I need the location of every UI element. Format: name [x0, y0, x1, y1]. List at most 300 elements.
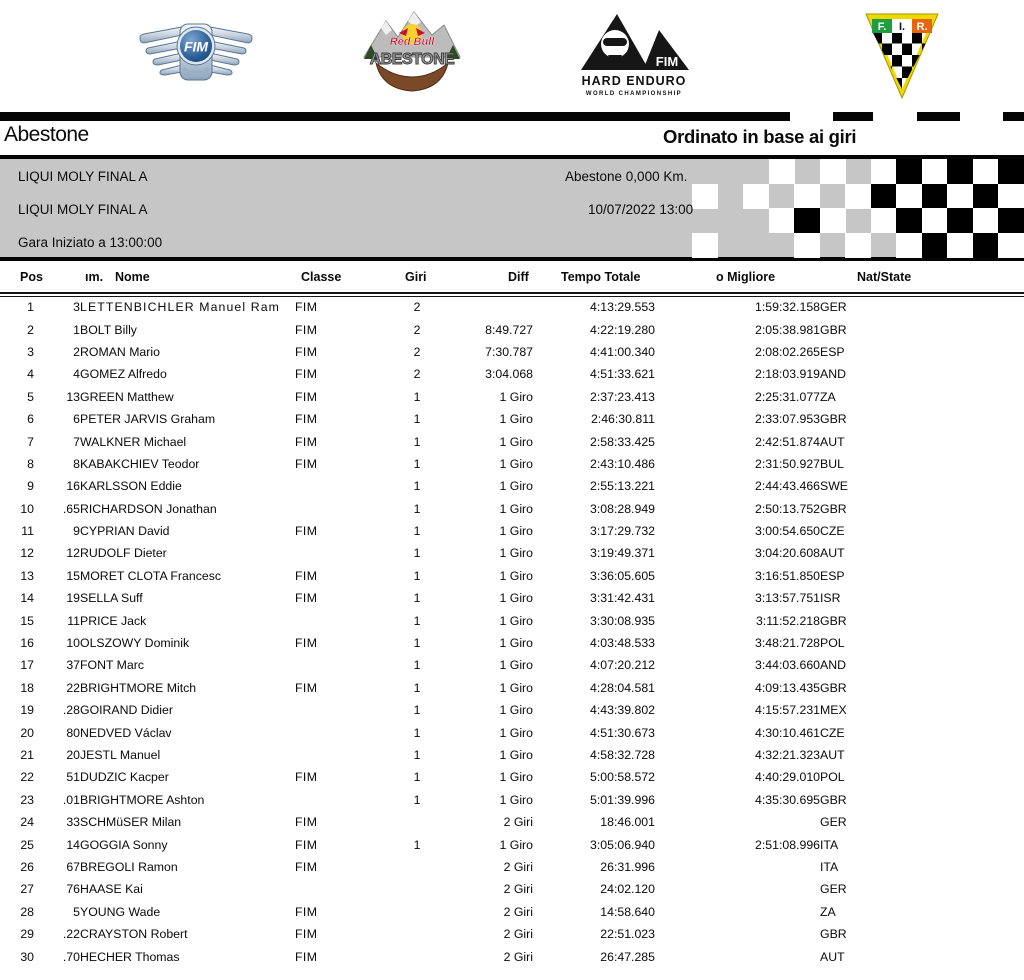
cell-total: 2:43:10.486 — [590, 456, 655, 471]
checker-cell — [794, 208, 820, 233]
cell-best: 3:16:51.850 — [755, 568, 820, 583]
cell-total: 4:51:30.673 — [590, 725, 655, 740]
cell-total: 5:00:58.572 — [590, 770, 655, 785]
cell-diff: 2 Giri — [503, 949, 533, 964]
cell-diff: 1 Giro — [499, 636, 533, 651]
cell-nat: POL — [820, 636, 845, 651]
cell-diff: 2 Giri — [503, 904, 533, 919]
header-classe: Classe — [301, 270, 342, 284]
cell-giri: 1 — [413, 389, 421, 404]
cell-pos: 30 — [20, 949, 34, 964]
cell-cls: FIM — [295, 591, 318, 606]
cell-best: 2:08:02.265 — [755, 344, 820, 359]
cell-best — [655, 945, 820, 967]
cell-num: 13 — [66, 389, 80, 404]
cell-diff: 1 Giro — [499, 434, 533, 449]
cell-diff: 8:49.727 — [485, 322, 533, 337]
cell-best: 3:48:21.728 — [755, 636, 820, 651]
cell-nat: GBR — [820, 501, 847, 516]
cell-best: 4:09:13.435 — [755, 680, 820, 695]
cell-giri: 2 — [413, 300, 421, 315]
cell-pos: 9 — [27, 479, 34, 494]
fim-logo-text: FIM — [183, 38, 209, 55]
checker-cell — [820, 208, 846, 233]
cell-best: 2:42:51.874 — [755, 434, 820, 449]
cell-best: 3:13:57.751 — [755, 591, 820, 606]
cell-giri: 1 — [413, 680, 421, 695]
checker-cell — [896, 184, 922, 209]
cell-diff: 1 Giro — [499, 591, 533, 606]
cell-diff: 1 Giro — [499, 501, 533, 516]
table-row — [0, 408, 1024, 430]
cell-diff: 1 Giro — [499, 524, 533, 539]
cell-diff: 1 Giro — [499, 479, 533, 494]
cell-pos: 1 — [27, 300, 34, 315]
cell-pos: 3 — [27, 344, 34, 359]
cell-total: 18:46.001 — [600, 815, 655, 830]
table-row — [0, 654, 1024, 676]
table-row — [0, 609, 1024, 631]
cell-diff: 1 Giro — [499, 546, 533, 561]
cell-cls — [295, 744, 390, 766]
cell-pos: 20 — [20, 725, 34, 740]
cell-giri — [390, 945, 444, 967]
cell-total: 3:36:05.605 — [590, 568, 655, 583]
cell-cls: FIM — [295, 770, 318, 785]
cell-pos: 26 — [20, 859, 34, 874]
cell-giri: 1 — [413, 456, 421, 471]
cell-cls: FIM — [295, 904, 318, 919]
cell-num: 8 — [73, 456, 80, 471]
cell-pos: 10 — [20, 501, 34, 516]
cell-best: 3:11:52.218 — [755, 613, 820, 628]
table-row — [0, 721, 1024, 743]
cell-pos: 14 — [20, 591, 34, 606]
table-row — [0, 766, 1024, 788]
cell-nat: AND — [820, 658, 846, 673]
cell-name: BOLT Billy — [80, 322, 137, 337]
cell-total: 4:51:33.621 — [590, 367, 655, 382]
cell-best: 2:31:50.927 — [755, 456, 820, 471]
cell-name: GOIRAND Didier — [80, 703, 173, 718]
cell-giri — [390, 856, 444, 878]
checker-cell — [769, 159, 795, 184]
cell-giri: 1 — [413, 725, 421, 740]
cell-best: 4:35:30.695 — [755, 792, 820, 807]
checker-cell — [820, 159, 846, 184]
cell-giri: 2 — [413, 322, 421, 337]
cell-num: 5 — [73, 904, 80, 919]
cell-num: 7 — [73, 434, 80, 449]
cell-giri: 1 — [413, 636, 421, 651]
checker-cell — [998, 208, 1024, 233]
cell-num: 9 — [73, 524, 80, 539]
cell-total: 2:37:23.413 — [590, 389, 655, 404]
cell-name: LETTENBICHLER Manuel Ram — [80, 300, 280, 315]
cell-name: SELLA Suff — [80, 591, 143, 606]
cell-giri: 1 — [413, 837, 421, 852]
cell-best: 1:59:32.158 — [755, 300, 820, 315]
track-length: Abestone 0,000 Km. — [565, 169, 688, 184]
checker-cell — [743, 184, 769, 209]
cell-cls — [295, 789, 390, 811]
cell-best: 3:04:20.608 — [755, 546, 820, 561]
cell-diff: 1 Giro — [499, 456, 533, 471]
cell-total: 26:31.996 — [600, 859, 655, 874]
cell-name: PETER JARVIS Graham — [80, 412, 216, 427]
cell-name: NEDVED Václav — [80, 725, 172, 740]
cell-pos: 12 — [20, 546, 34, 561]
cell-cls: FIM — [295, 636, 318, 651]
cell-giri: 1 — [413, 568, 421, 583]
table-row — [0, 632, 1024, 654]
cell-nat: AUT — [820, 434, 845, 449]
cell-diff: 1 Giro — [499, 792, 533, 807]
table-row — [0, 856, 1024, 878]
header-pos: Pos — [20, 270, 43, 284]
cell-name: DUDZIC Kacper — [80, 770, 169, 785]
checker-cell — [998, 184, 1024, 209]
checker-flag — [692, 159, 1024, 257]
cell-name: GREEN Matthew — [80, 389, 174, 404]
cell-best: 4:15:57.231 — [755, 703, 820, 718]
cell-cls: FIM — [295, 344, 318, 359]
table-row — [0, 587, 1024, 609]
cell-name: CRAYSTON Robert — [80, 927, 188, 942]
checker-cell — [922, 233, 948, 258]
checker-cell — [871, 184, 897, 209]
cell-diff: 1 Giro — [499, 680, 533, 695]
table-row — [0, 744, 1024, 766]
fir-pennant-logo — [864, 5, 940, 105]
cell-total: 24:02.120 — [600, 882, 655, 897]
cell-cls: FIM — [295, 434, 318, 449]
cell-total: 4:03:48.533 — [590, 636, 655, 651]
cell-name: HECHER Thomas — [80, 949, 180, 964]
cell-best: 2:25:31.077 — [755, 389, 820, 404]
table-row — [0, 542, 1024, 564]
cell-num: 4 — [73, 367, 80, 382]
cell-nat: AUT — [820, 546, 845, 561]
cell-best — [655, 856, 820, 878]
table-row — [0, 699, 1024, 721]
header-num: ım. — [85, 270, 104, 284]
cell-giri: 1 — [413, 703, 421, 718]
cell-best: 2:18:03.919 — [755, 367, 820, 382]
hard-enduro-mountain-icon — [577, 8, 692, 103]
cell-nat: ESP — [820, 344, 845, 359]
cell-num: 12 — [66, 546, 80, 561]
cell-name: ROMAN Mario — [80, 344, 160, 359]
redbull-logo-text: Red Bull — [389, 36, 435, 48]
cell-total: 3:31:42.431 — [590, 591, 655, 606]
cell-total: 2:58:33.425 — [590, 434, 655, 449]
table-row — [0, 878, 1024, 900]
cell-num: .01 — [62, 792, 80, 807]
cell-num: 67 — [66, 859, 80, 874]
cell-nat: CZE — [820, 725, 845, 740]
table-row — [0, 901, 1024, 923]
cell-giri: 1 — [413, 770, 421, 785]
cell-name: SCHMüSER Milan — [80, 815, 182, 830]
cell-pos: 19 — [20, 703, 34, 718]
table-row — [0, 475, 1024, 497]
rule-checker-gap — [790, 112, 833, 121]
fim-logo — [136, 16, 256, 95]
checker-cell — [973, 184, 999, 209]
cell-name: MORET CLOTA Francesc — [80, 568, 221, 583]
cell-cls — [295, 542, 390, 564]
cell-nat: ISR — [820, 591, 841, 606]
cell-total: 4:28:04.581 — [590, 680, 655, 695]
cell-nat: GBR — [820, 322, 847, 337]
cell-diff: 1 Giro — [499, 703, 533, 718]
cell-name: FONT Marc — [80, 658, 144, 673]
cell-diff: 2 Giri — [503, 859, 533, 874]
checker-cell — [896, 159, 922, 184]
results-table — [0, 296, 1024, 968]
checker-cell — [896, 233, 922, 258]
table-row — [0, 453, 1024, 475]
cell-nat: GBR — [820, 613, 847, 628]
cell-nat: AUT — [820, 748, 845, 762]
table-row — [0, 296, 1024, 318]
cell-nat: ZA — [820, 904, 836, 919]
cell-num: .70 — [62, 949, 80, 964]
cell-total: 4:41:00.340 — [590, 344, 655, 359]
cell-pos: 27 — [20, 882, 34, 897]
fir-letter-f: F. — [877, 21, 887, 33]
cell-name: PRICE Jack — [80, 613, 147, 628]
checker-cell — [998, 159, 1024, 184]
cell-name: JESTL Manuel — [80, 748, 161, 762]
cell-cls — [295, 878, 390, 900]
cell-best: 3:00:54.650 — [755, 524, 820, 539]
table-row — [0, 945, 1024, 967]
cell-diff: 2 Giri — [503, 882, 533, 897]
table-row — [0, 498, 1024, 520]
cell-nat: GBR — [820, 792, 847, 807]
cell-nat: GER — [820, 815, 847, 830]
cell-pos: 18 — [20, 680, 34, 695]
checker-cell — [947, 208, 973, 233]
cell-num: 16 — [66, 479, 80, 494]
cell-cls: FIM — [295, 949, 318, 964]
cell-num: 1 — [73, 322, 80, 337]
mountain-icon — [356, 5, 468, 105]
table-row — [0, 677, 1024, 699]
cell-name: RICHARDSON Jonathan — [80, 501, 217, 516]
cell-pos: 6 — [27, 412, 34, 427]
cell-cls — [295, 699, 390, 721]
session-name-2: LIQUI MOLY FINAL A — [18, 202, 148, 217]
cell-total: 2:55:13.221 — [590, 479, 655, 494]
cell-total: 2:46:30.811 — [590, 412, 655, 427]
cell-cls — [295, 721, 390, 743]
cell-pos: 25 — [20, 837, 34, 852]
cell-total: 4:58:32.728 — [590, 748, 655, 762]
cell-diff: 2 Giri — [503, 815, 533, 830]
session-info-box — [0, 155, 1024, 261]
cell-pos: 28 — [20, 904, 34, 919]
checker-cell — [947, 159, 973, 184]
title-rule — [0, 112, 1024, 121]
cell-cls — [295, 654, 390, 676]
cell-cls: FIM — [295, 300, 318, 315]
table-row — [0, 833, 1024, 855]
table-row — [0, 430, 1024, 452]
cell-nat: ZA — [820, 389, 836, 404]
cell-diff: 1 Giro — [499, 725, 533, 740]
cell-num: .28 — [62, 703, 80, 718]
cell-num: .22 — [62, 927, 80, 942]
cell-pos: 5 — [27, 389, 34, 404]
cell-name: GOGGIA Sonny — [80, 837, 168, 852]
cell-giri: 2 — [413, 367, 421, 382]
cell-best: 3:44:03.660 — [755, 658, 820, 673]
cell-num: 51 — [66, 770, 80, 785]
event-title: Abestone — [4, 123, 89, 146]
cell-nat: BUL — [820, 456, 844, 471]
sort-order-title: Ordinato in base ai giri — [663, 126, 857, 147]
cell-nat: AND — [820, 367, 846, 382]
cell-giri: 1 — [413, 613, 421, 628]
cell-pos: 17 — [20, 658, 34, 673]
header-giri: Giri — [405, 270, 427, 284]
checker-cell — [871, 159, 897, 184]
cell-cls: FIM — [295, 524, 318, 539]
cell-num: 2 — [73, 344, 80, 359]
cell-pos: 29 — [20, 927, 34, 942]
cell-total: 3:17:29.732 — [590, 524, 655, 539]
checker-cell — [794, 184, 820, 209]
cell-best — [655, 811, 820, 833]
cell-pos: 15 — [20, 613, 34, 628]
cell-pos: 23 — [20, 792, 34, 807]
cell-cls: FIM — [295, 456, 318, 471]
cell-name: HAASE Kai — [80, 882, 143, 897]
cell-total: 3:30:08.935 — [590, 613, 655, 628]
cell-pos: 11 — [21, 524, 34, 539]
checker-cell — [896, 208, 922, 233]
cell-cls: FIM — [295, 322, 318, 337]
checker-cell — [692, 233, 718, 258]
hard-enduro-logo — [577, 8, 692, 108]
cell-num: 37 — [66, 658, 80, 673]
checker-cell — [692, 184, 718, 209]
cell-diff: 1 Giro — [499, 770, 533, 785]
cell-name: GOMEZ Alfredo — [80, 367, 167, 382]
table-row — [0, 789, 1024, 811]
cell-pos: 13 — [20, 568, 34, 583]
cell-cls: FIM — [295, 412, 318, 427]
cell-num: 6 — [73, 412, 80, 427]
cell-num: 33 — [66, 815, 80, 830]
cell-num: 19 — [66, 591, 80, 606]
cell-pos: 7 — [27, 434, 34, 449]
cell-diff: 1 Giro — [499, 658, 533, 673]
cell-pos: 22 — [20, 770, 34, 785]
cell-best: 2:44:43.466 — [755, 479, 820, 494]
checker-cell — [871, 208, 897, 233]
cell-nat: CZE — [820, 524, 845, 539]
cell-name: KARLSSON Eddie — [80, 479, 182, 494]
cell-diff: 1 Giro — [499, 389, 533, 404]
cell-name: KABAKCHIEV Teodor — [80, 456, 200, 471]
cell-num: 22 — [66, 680, 80, 695]
cell-num: 11 — [67, 613, 80, 628]
hard-enduro-title: HARD ENDURO — [581, 74, 687, 88]
checker-cell — [845, 184, 871, 209]
cell-nat: ESP — [820, 568, 845, 583]
cell-total: 3:19:49.371 — [590, 546, 655, 561]
table-row — [0, 923, 1024, 945]
cell-giri: 1 — [413, 412, 421, 427]
checker-cell — [947, 184, 973, 209]
checker-cell — [973, 159, 999, 184]
cell-total: 3:05:06.940 — [590, 837, 655, 852]
cell-pos: 2 — [27, 322, 34, 337]
cell-total: 4:13:29.553 — [590, 300, 655, 315]
table-row — [0, 318, 1024, 340]
header-nat-state: Nat/State — [857, 270, 912, 284]
rule-checker-gap — [960, 112, 1003, 121]
cell-cls: FIM — [295, 367, 318, 382]
table-row — [0, 386, 1024, 408]
table-header — [0, 266, 1024, 292]
checker-cell — [922, 159, 948, 184]
cell-giri: 1 — [413, 591, 421, 606]
header-nome: Nome — [115, 270, 150, 284]
checker-cell — [973, 233, 999, 258]
cell-cls: FIM — [295, 389, 318, 404]
cell-pos: 16 — [20, 636, 34, 651]
cell-total: 26:47.285 — [600, 949, 655, 964]
cell-cls: FIM — [295, 837, 318, 852]
cell-cls — [295, 475, 390, 497]
cell-name: OLSZOWY Dominik — [80, 636, 190, 651]
checker-cell — [998, 233, 1024, 258]
cell-nat: MEX — [820, 703, 847, 718]
cell-pos: 4 — [27, 367, 34, 382]
fim-wings-icon — [136, 16, 256, 90]
cell-num: 3 — [73, 300, 80, 315]
cell-diff: 1 Giro — [499, 613, 533, 628]
cell-diff: 7:30.787 — [485, 344, 533, 359]
cell-best: 2:05:38.981 — [755, 322, 820, 337]
checker-cell — [769, 208, 795, 233]
rule-checker-gap — [873, 112, 917, 121]
hard-enduro-subtitle: WORLD CHAMPIONSHIP — [585, 91, 683, 97]
table-row — [0, 811, 1024, 833]
cell-best — [655, 901, 820, 923]
cell-pos: 21 — [20, 748, 34, 762]
cell-nat: AUT — [820, 949, 845, 964]
cell-total: 4:43:39.802 — [590, 703, 655, 718]
cell-total: 4:07:20.212 — [590, 658, 655, 673]
checker-cell — [845, 233, 871, 258]
cell-giri: 1 — [413, 546, 421, 561]
cell-name: BREGOLI Ramon — [80, 859, 178, 874]
cell-nat: ITA — [820, 837, 839, 852]
cell-cls — [295, 498, 390, 520]
cell-best: 4:32:21.323 — [755, 748, 820, 762]
cell-num: 80 — [66, 725, 80, 740]
cell-name: YOUNG Wade — [80, 904, 161, 919]
cell-name: WALKNER Michael — [80, 434, 187, 449]
cell-nat: ITA — [820, 859, 839, 874]
header-tempo-migliore: o Migliore — [716, 270, 776, 284]
